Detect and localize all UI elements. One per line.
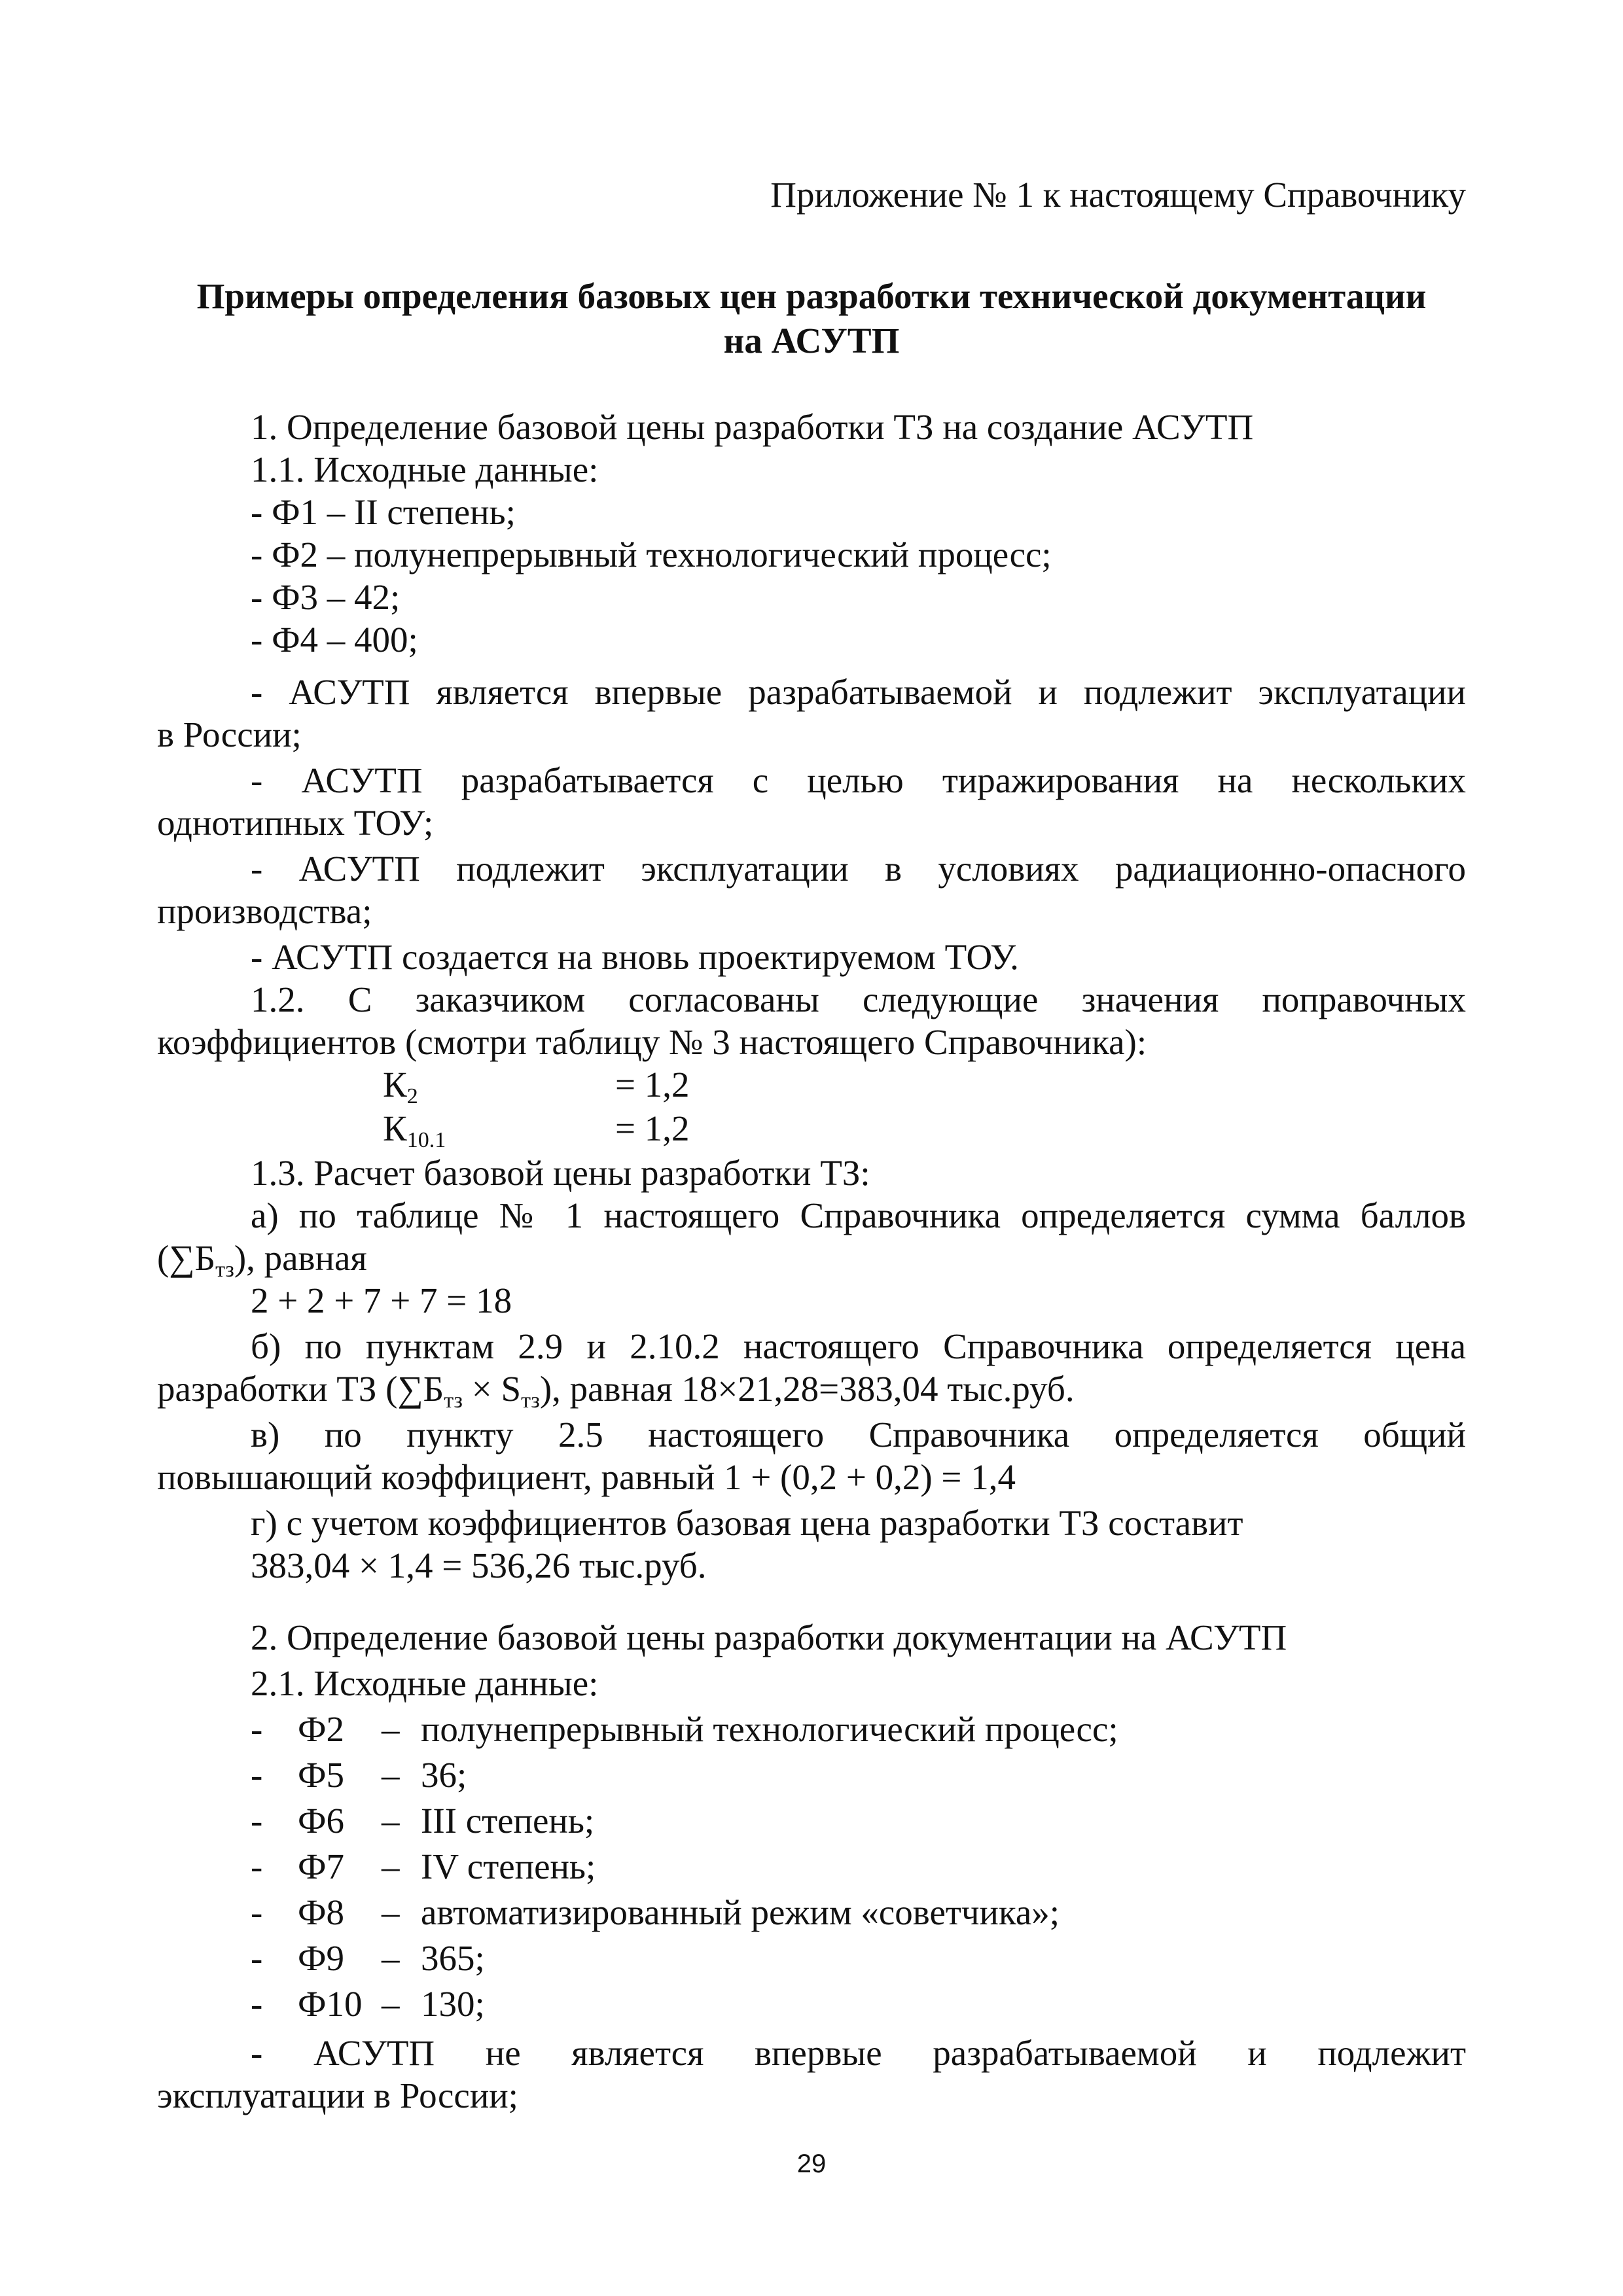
- item-text: автоматизированный режим «советчика»;: [421, 1892, 1060, 1932]
- item-code: Ф2: [298, 1709, 344, 1749]
- list-item: [251, 1708, 1118, 1751]
- text-part: ), равная: [234, 1238, 367, 1278]
- page-number: 29: [796, 2149, 827, 2178]
- list-item: - Ф1 – II степень;: [251, 492, 516, 532]
- coefficient-k2-value: = 1,2: [615, 1065, 690, 1104]
- coefficient-subscript: 2: [406, 1084, 418, 1108]
- list-item: [251, 1891, 1060, 1934]
- subscript: тз: [215, 1258, 234, 1282]
- paragraph-line: - АСУТП является впервые разрабатываемой и подлежит эксплуатации: [251, 672, 1466, 712]
- item-separator: –: [382, 1709, 400, 1749]
- list-item: [251, 1799, 594, 1843]
- bullet-dash: -: [251, 1755, 263, 1795]
- paragraph-line: производства;: [157, 891, 372, 931]
- coefficient-symbol: К: [383, 1065, 407, 1104]
- item-code: Ф5: [298, 1755, 344, 1795]
- paragraph-line: 1.2. С заказчиком согласованы следующие значения поправочных: [251, 980, 1466, 1019]
- bullet-dash: -: [251, 1801, 263, 1841]
- section-1-heading: 1. Определение базовой цены разработки ТЗ на создание АСУТП: [251, 407, 1254, 447]
- list-item: [251, 1937, 485, 1980]
- list-item: - Ф4 – 400;: [251, 620, 418, 660]
- bullet-dash: -: [251, 1846, 263, 1886]
- bullet-dash: -: [251, 1892, 263, 1932]
- coefficient-k10-1-value: = 1,2: [615, 1108, 690, 1148]
- paragraph-line: однотипных ТОУ;: [157, 803, 434, 843]
- item-text: 365;: [421, 1938, 485, 1978]
- paragraph-line: коэффициентов (смотри таблицу № 3 настоящего Справочника):: [157, 1022, 1147, 1062]
- subscript: тз: [444, 1388, 463, 1413]
- item-separator: –: [382, 1938, 400, 1978]
- subscript: тз: [521, 1388, 540, 1413]
- appendix-header: Приложение № 1 к настоящему Справочнику: [770, 175, 1466, 215]
- paragraph-line: эксплуатации в России;: [157, 2075, 518, 2115]
- item-text: 130;: [421, 1984, 485, 2024]
- coefficient-k10-1: [383, 1107, 446, 1150]
- paragraph-line: - АСУТП разрабатывается с целью тиражирования на нескольких: [251, 760, 1466, 800]
- document-title-line-2: на АСУТП: [723, 321, 900, 361]
- list-item: [251, 1845, 596, 1888]
- text-part: (∑Б: [157, 1238, 216, 1278]
- item-code: Ф6: [298, 1801, 344, 1841]
- formula-line: 2 + 2 + 7 + 7 = 18: [251, 1280, 512, 1320]
- bullet-dash: -: [251, 1984, 263, 2024]
- paragraph-line: в) по пункту 2.5 настоящего Справочника определяется общий: [251, 1415, 1466, 1455]
- text-part: разработки ТЗ (∑Б: [157, 1369, 444, 1409]
- list-item: [251, 1983, 485, 2026]
- paragraph-line: [157, 1237, 367, 1280]
- coefficient-k2: [383, 1063, 418, 1106]
- bullet-dash: -: [251, 1938, 263, 1978]
- item-text: IV степень;: [421, 1846, 596, 1886]
- list-item: - Ф3 – 42;: [251, 577, 401, 617]
- item-separator: –: [382, 1846, 400, 1886]
- list-item: - Ф2 – полунепрерывный технологический процесс;: [251, 535, 1052, 574]
- section-2-heading: 2. Определение базовой цены разработки документации на АСУТП: [251, 1617, 1287, 1657]
- coefficient-subscript: 10.1: [406, 1128, 446, 1152]
- paragraph-line: [157, 1368, 1075, 1411]
- paragraph-line: а) по таблице № 1 настоящего Справочника определяется сумма баллов: [251, 1195, 1466, 1235]
- text-part: × S: [462, 1369, 522, 1409]
- item-code: Ф10: [298, 1984, 363, 2024]
- formula-line: 383,04 × 1,4 = 536,26 тыс.руб.: [251, 1545, 707, 1585]
- bullet-dash: -: [251, 1709, 263, 1749]
- item-text: III степень;: [421, 1801, 595, 1841]
- item-text: 36;: [421, 1755, 467, 1795]
- coefficient-symbol: К: [383, 1108, 407, 1148]
- text-part: ), равная 18×21,28=383,04 тыс.руб.: [539, 1369, 1075, 1409]
- paragraph-line: в России;: [157, 715, 302, 754]
- item-code: Ф8: [298, 1892, 344, 1932]
- item-text: полунепрерывный технологический процесс;: [421, 1709, 1118, 1749]
- list-item: [251, 1754, 467, 1797]
- item-separator: –: [382, 1892, 400, 1932]
- paragraph-line: повышающий коэффициент, равный 1 + (0,2 + 0,2) = 1,4: [157, 1457, 1016, 1497]
- document-title-line-1: Примеры определения базовых цен разработки технической документации: [196, 276, 1427, 316]
- section-1-3-heading: 1.3. Расчет базовой цены разработки ТЗ:: [251, 1153, 870, 1193]
- paragraph-line: - АСУТП не является впервые разрабатываемой и подлежит: [251, 2033, 1466, 2073]
- item-code: Ф7: [298, 1846, 344, 1886]
- section-1-1-heading: 1.1. Исходные данные:: [251, 450, 599, 489]
- paragraph-line: б) по пунктам 2.9 и 2.10.2 настоящего Справочника определяется цена: [251, 1326, 1466, 1366]
- item-separator: –: [382, 1984, 400, 2024]
- item-separator: –: [382, 1801, 400, 1841]
- paragraph-line: г) с учетом коэффициентов базовая цена разработки ТЗ составит: [251, 1503, 1243, 1543]
- item-separator: –: [382, 1755, 400, 1795]
- paragraph-line: - АСУТП создается на вновь проектируемом ТОУ.: [251, 937, 1019, 977]
- paragraph-line: - АСУТП подлежит эксплуатации в условиях радиационно-опасного: [251, 849, 1466, 889]
- item-code: Ф9: [298, 1938, 344, 1978]
- section-2-1-heading: 2.1. Исходные данные:: [251, 1663, 599, 1703]
